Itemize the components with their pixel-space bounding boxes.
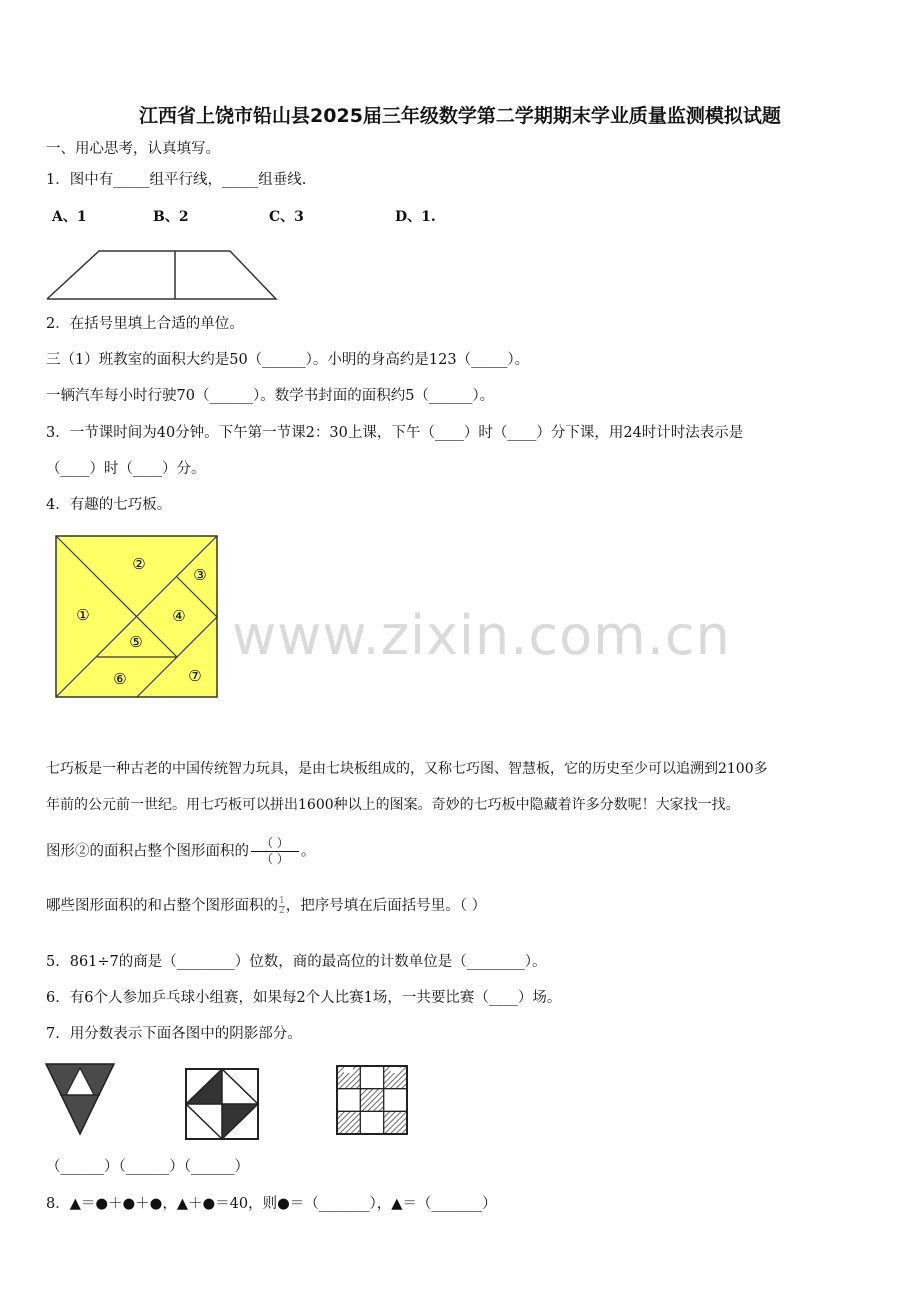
question-2-line-2: 一辆汽车每小时行驶70（______）。数学书封面的面积约5（______）。 <box>46 388 495 404</box>
part-b-text: 哪些图形面积的和占整个图形面积的 <box>46 898 278 914</box>
question-4: 4．有趣的七巧板。 <box>46 497 172 513</box>
question-4-part-b <box>46 896 486 916</box>
option-d: D、1. <box>395 209 436 225</box>
fraction-denominator: 2 <box>279 905 285 916</box>
question-2-line-1: 三（1）班教室的面积大约是50（______）。小明的身高约是123（_____）。 <box>46 352 530 368</box>
question-6: 6．有6个人参加乒乓球小组赛，如果每2个人比赛1场，一共要比赛（____）场。 <box>46 990 562 1006</box>
fraction-denominator: （ ） <box>261 852 289 866</box>
half-fraction <box>279 897 285 916</box>
part-a-text: 图形②的面积占整个图形面积的 <box>46 843 249 860</box>
trapezoid-figure <box>44 249 280 301</box>
page-title: 江西省上饶市铅山县2025届三年级数学第二学期期末学业质量监测模拟试题 <box>139 105 781 127</box>
question-7-answers: （______）（______）（______） <box>46 1159 249 1175</box>
question-1: 1．图中有_____组平行线，_____组垂线. <box>46 172 307 188</box>
piece-label: ① <box>76 606 90 624</box>
option-a: A、1 <box>52 209 87 225</box>
piece-label: ⑥ <box>113 670 127 688</box>
inverted-triangle-figure <box>44 1062 116 1136</box>
question-3-line-1: 3．一节课时间为40分钟。下午第一节课2：30上课，下午（____）时（____）分下课，用24时计时法表示是 <box>46 425 744 441</box>
piece-label: ③ <box>193 566 207 584</box>
question-5: 5．861÷7的商是（________）位数，商的最高位的计数单位是（________）。 <box>46 954 547 970</box>
square-diamond-figure <box>184 1067 260 1141</box>
piece-label: ④ <box>172 607 186 625</box>
piece-label: ⑦ <box>188 667 202 685</box>
part-a-end: 。 <box>300 843 316 860</box>
part-b-end: ，把序号填在后面括号里。（ ） <box>285 898 487 914</box>
blank-fraction <box>251 836 299 867</box>
watermark: www.zixin.com.cn <box>232 604 731 667</box>
checkered-grid-figure <box>335 1064 409 1136</box>
fraction-numerator: （ ） <box>251 836 299 852</box>
option-b: B、2 <box>153 209 189 225</box>
paragraph-line-2: 年前的公元前一世纪。用七巧板可以拼出1600种以上的图案。奇妙的七巧板中隐藏着许多分数呢！大家找一找。 <box>46 797 740 813</box>
question-4-part-a <box>46 836 315 867</box>
option-c: C、3 <box>269 209 304 225</box>
tangram-figure <box>55 535 220 700</box>
section-heading: 一、用心思考，认真填写。 <box>46 141 220 157</box>
question-3-line-2: （____）时（____）分。 <box>46 461 206 477</box>
piece-label: ② <box>132 555 146 573</box>
piece-label: ⑤ <box>129 633 143 651</box>
question-2: 2．在括号里填上合适的单位。 <box>46 316 244 332</box>
question-7: 7．用分数表示下面各图中的阴影部分。 <box>46 1026 302 1042</box>
question-8: 8．▲＝●＋●＋●，▲＋●＝40，则●＝（_______），▲＝（_______） <box>46 1196 497 1212</box>
paragraph-line-1: 七巧板是一种古老的中国传统智力玩具，是由七块板组成的，又称七巧图、智慧板，它的历史至少可以追溯到2100多 <box>46 761 768 777</box>
fraction-numerator: 1 <box>279 895 285 906</box>
